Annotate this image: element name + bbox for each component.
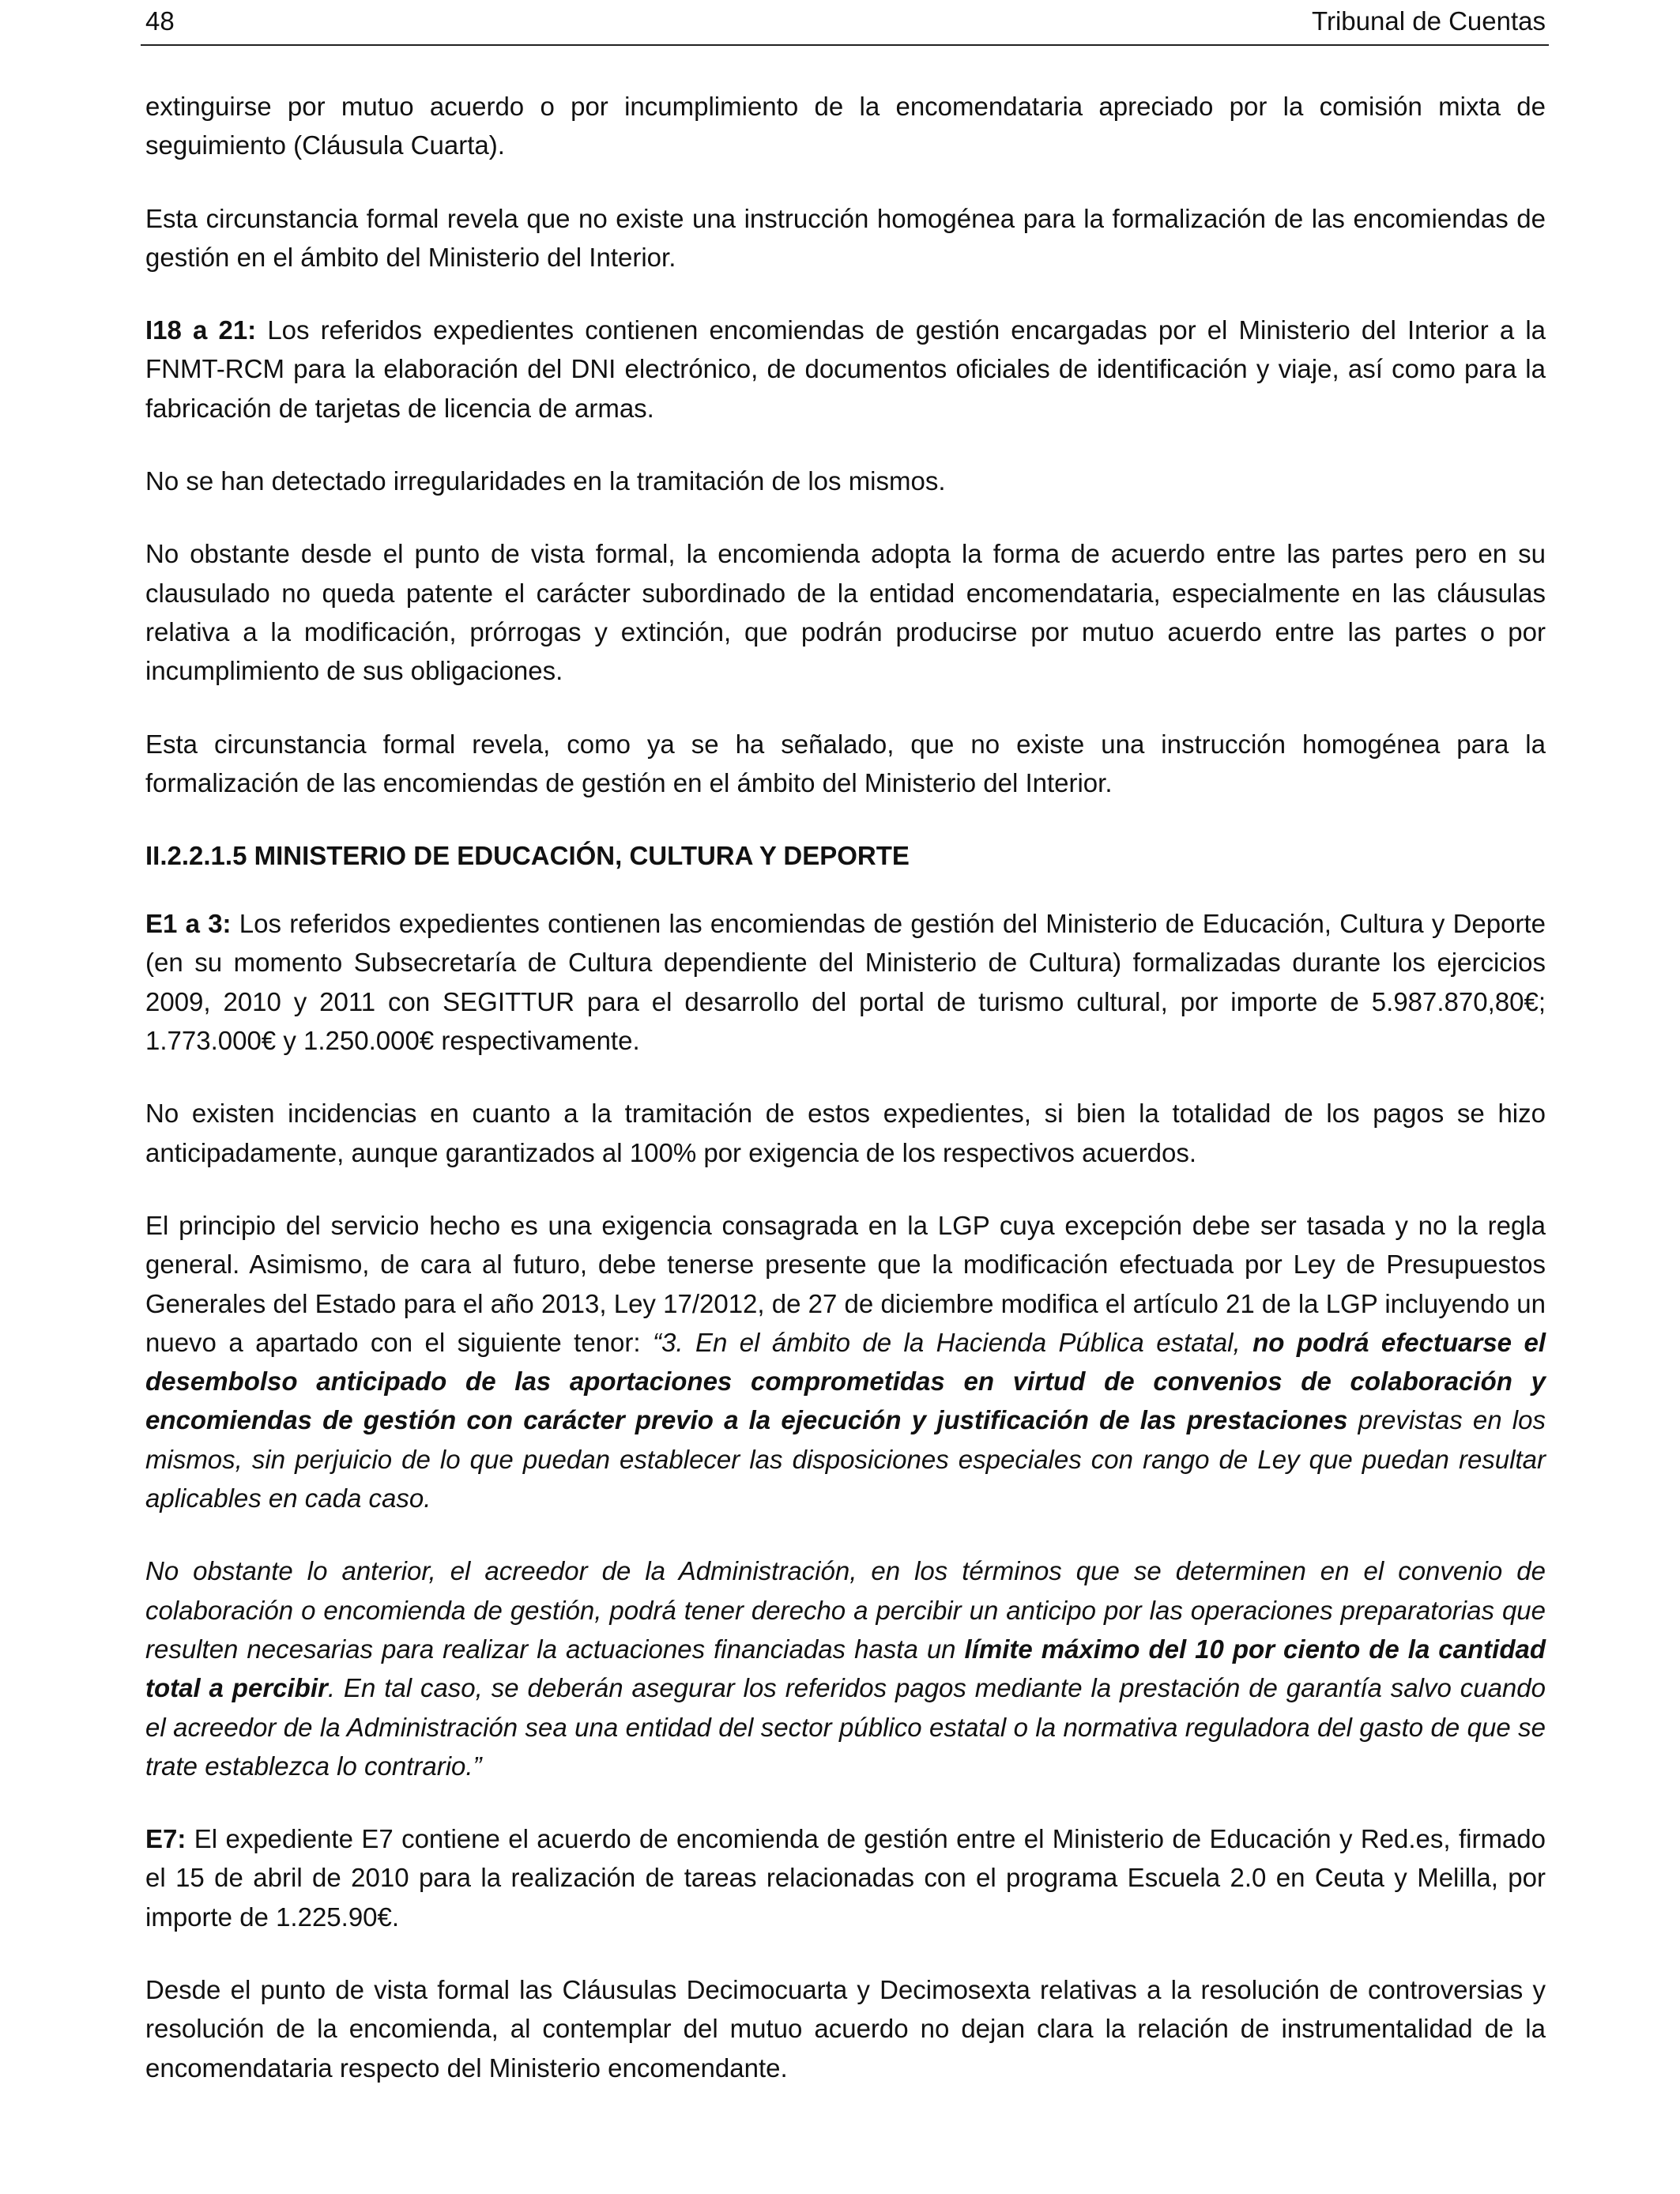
- paragraph-10-quote-start: No obstante lo anterior, el acreedor de la Administración, en los términos que se determinen en el convenio de colaboración o encomienda de gestión, podrá tener derecho a percibir un anticipo por las operaciones preparatorias que resulten necesarias para realizar la actuaciones financiadas hasta un: [145, 1556, 1546, 1664]
- paragraph-9: [145, 1206, 1546, 1517]
- paragraph-10-quote-end: . En tal caso, se deberán asegurar los referidos pagos mediante la prestación de garantía salvo cuando el acreedor de la Administración sea una entidad del sector público estatal o la normativa reguladora del gasto de que se trate establezca lo contrario.”: [145, 1673, 1546, 1781]
- paragraph-4: No se han detectado irregularidades en la tramitación de los mismos.: [145, 466, 946, 496]
- paragraph-11-text: El expediente E7 contiene el acuerdo de encomienda de gestión entre el Ministerio de Educación y Red.es, firmado el 15 de abril de 2010 para la realización de tareas relacionadas con el programa Escuela 2.0 en Ceuta y Melilla, por importe de 1.225.90€.: [145, 1824, 1546, 1932]
- page-header: [141, 6, 1549, 46]
- paragraph-7-label: E1 a 3:: [145, 909, 232, 939]
- paragraph-7: [145, 904, 1546, 1060]
- paragraph-10: [145, 1551, 1546, 1785]
- document-body: [145, 87, 1546, 2121]
- paragraph-11: [145, 1819, 1546, 1936]
- paragraph-3-label: I18 a 21:: [145, 315, 257, 345]
- section-heading: II.2.2.1.5 MINISTERIO DE EDUCACIÓN, CULTURA Y DEPORTE: [145, 841, 910, 871]
- paragraph-9-quote-end: previstas en los mismos, sin perjuicio de lo que puedan establecer las disposiciones especiales con rango de Ley que puedan resultar aplicables en cada caso.: [145, 1405, 1546, 1514]
- paragraph-6: Esta circunstancia formal revela, como ya se ha señalado, que no existe una instrucción homogénea para la formalización de las encomiendas de gestión en el ámbito del Ministerio del Interior.: [145, 729, 1546, 797]
- header-organization: Tribunal de Cuentas: [1312, 6, 1546, 36]
- paragraph-3: [145, 311, 1546, 428]
- paragraph-10-quote-emphasis: límite máximo del 10 por ciento de la cantidad total a percibir: [145, 1634, 1546, 1703]
- paragraph-3-text: Los referidos expedientes contienen encomiendas de gestión encargadas por el Ministerio del Interior a la FNMT-RCM para la elaboración del DNI electrónico, de documentos oficiales de identificación y viaje, así como para la fabricación de tarjetas de licencia de armas.: [145, 315, 1546, 423]
- paragraph-9-plain: El principio del servicio hecho es una exigencia consagrada en la LGP cuya excepción debe ser tasada y no la regla general. Asimismo, de cara al futuro, debe tenerse presente que la modificación efectuada por Ley de Presupuestos Generales del Estado para el año 2013, Ley 17/2012, de 27 de diciembre modifica el artículo 21 de la LGP incluyendo un nuevo a apartado con el siguiente tenor:: [145, 1210, 1546, 1357]
- paragraph-12: Desde el punto de vista formal las Cláusulas Decimocuarta y Decimosexta relativas a la resolución de controversias y resolución de la encomienda, al contemplar del mutuo acuerdo no dejan clara la relación de instrumentalidad de la encomendataria respecto del Ministerio encomendante.: [145, 1974, 1546, 2083]
- paragraph-9-quote-start: “3. En el ámbito de la Hacienda Pública estatal,: [653, 1327, 1253, 1357]
- paragraph-8: No existen incidencias en cuanto a la tramitación de estos expedientes, si bien la totalidad de los pagos se hizo anticipadamente, aunque garantizados al 100% por exigencia de los respectivos acuerdos.: [145, 1099, 1546, 1167]
- paragraph-1: extinguirse por mutuo acuerdo o por incumplimiento de la encomendataria apreciado por la comisión mixta de seguimiento (Cláusula Cuarta).: [145, 92, 1546, 160]
- paragraph-2: Esta circunstancia formal revela que no existe una instrucción homogénea para la formalización de las encomiendas de gestión en el ámbito del Ministerio del Interior.: [145, 203, 1546, 272]
- page-number: 48: [145, 6, 175, 36]
- paragraph-9-quote-emphasis: no podrá efectuarse el desembolso anticipado de las aportaciones comprometidas en virtud de convenios de colaboración y encomiendas de gestión con carácter previo a la ejecución y justificación de las prestaciones: [145, 1327, 1546, 1435]
- paragraph-11-label: E7:: [145, 1824, 186, 1854]
- paragraph-7-text: Los referidos expedientes contienen las encomiendas de gestión del Ministerio de Educación, Cultura y Deporte (en su momento Subsecretaría de Cultura dependiente del Ministerio de Cultura) formalizadas durante los ejercicios 2009, 2010 y 2011 con SEGITTUR para el desarrollo del portal de turismo cultural, por importe de 5.987.870,80€; 1.773.000€ y 1.250.000€ respectivamente.: [145, 909, 1546, 1056]
- paragraph-5: No obstante desde el punto de vista formal, la encomienda adopta la forma de acuerdo entre las partes pero en su clausulado no queda patente el carácter subordinado de la entidad encomendataria, especialmente en las cláusulas relativa a la modificación, prórrogas y extinción, que podrán producirse por mutuo acuerdo entre las partes o por incumplimiento de sus obligaciones.: [145, 539, 1546, 686]
